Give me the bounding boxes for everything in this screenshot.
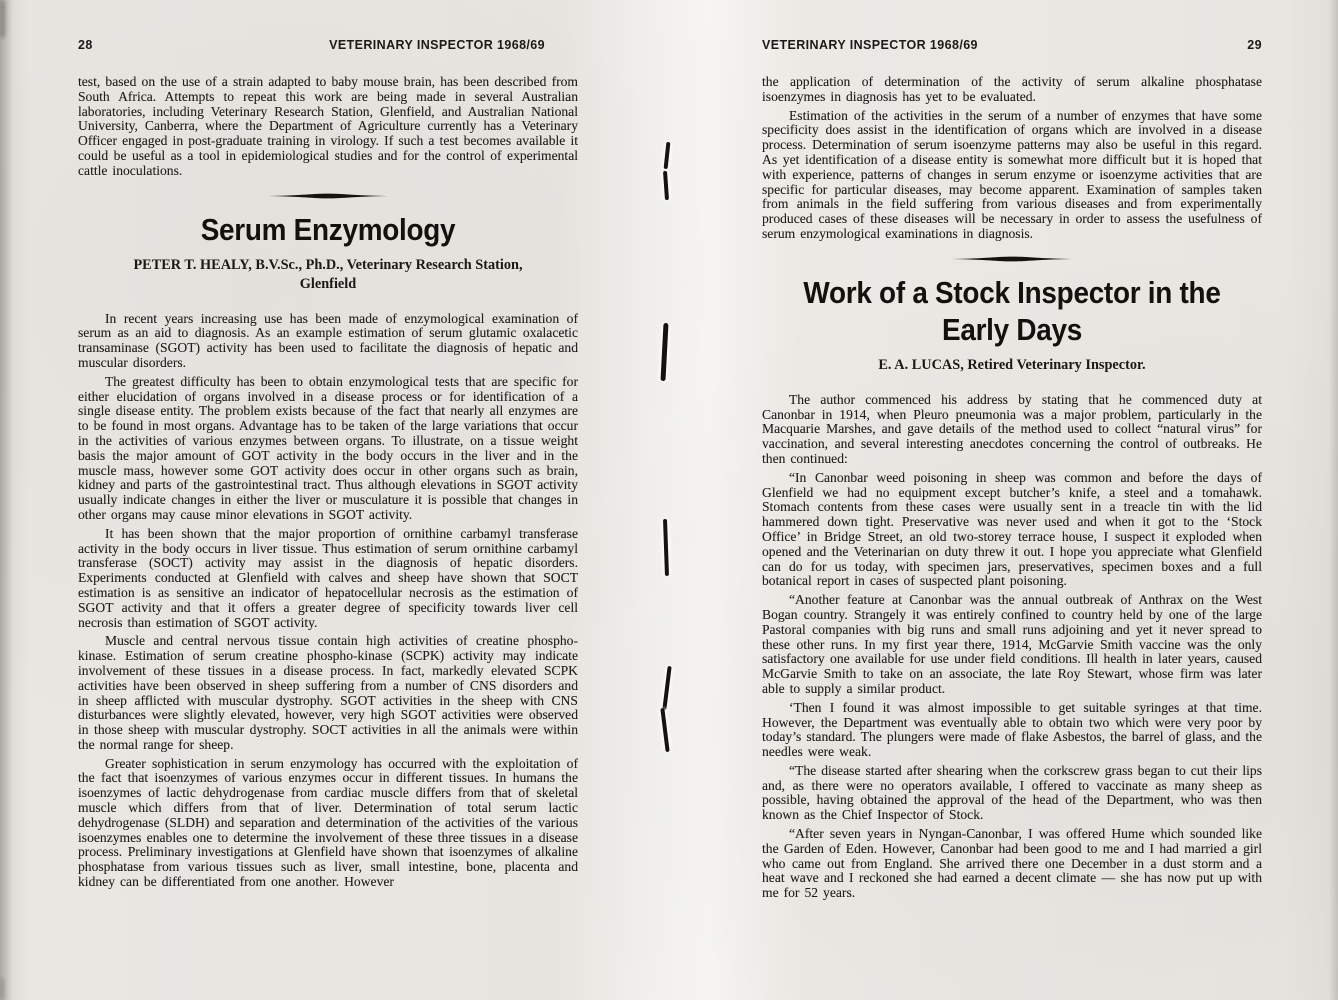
- body-paragraph: In recent years increasing use has been made of enzymological examination of serum as an aid to diagnosis. As an example estimation of serum glutamic oxalacetic transaminase (SGOT) activity has been used to facilitate the diagnosis of hepatic and muscular disorders.: [78, 310, 578, 370]
- running-title: VETERINARY INSPECTOR 1968/69: [762, 38, 978, 52]
- byline: [78, 256, 578, 294]
- body-paragraph: It has been shown that the major proportion of ornithine carbamyl transferase activity in the body occurs in liver tissue. Thus estimation of serum ornithine carbamyl transferase (SOCT) activity may assist in the diagnosis of hepatic disorders. Experiments conducted at Glenfield with calves and sheep have shown that SOCT estimation is as sensitive an indicator of hepatocellular necrosis as the estimation of SGOT activity and that it offers a greater degree of specificity towards liver cell necrosis than estimation of SGOT activity.: [78, 525, 578, 630]
- binding-stitch: [660, 323, 668, 381]
- byline-line: PETER T. HEALY, B.V.Sc., Ph.D., Veterinary Research Station,: [133, 256, 523, 273]
- page-edge-shadow-left: [0, 0, 13, 1000]
- article-title-line: Early Days: [941, 311, 1083, 347]
- binding-stitch: [663, 519, 669, 576]
- body-paragraph: “Another feature at Canonbar was the annual outbreak of Anthrax on the West Bogan country. Strangely it was entirely confined to country held by one of the large Pastoral companies with big runs and small runs adjoining and yet it never spread to these other runs. In my first year there, 1914, McGarvie Smith vaccine was the only satisfactory one available for use under field conditions. Ill health in later years, caused McGarvie Smith to take on an associate, the late Roy Stewart, whose firm was later able to supply a similar product.: [762, 592, 1262, 696]
- body-paragraph: “The disease started after shearing when the corkscrew grass began to cut their lips and, as there were no operators available, I offered to vaccinate as many sheep as possible, having obtained the approval of the head of the Department, who was then known as the Chief Inspector of Stock.: [762, 762, 1262, 823]
- byline-line: Glenfield: [299, 275, 357, 292]
- binding-stitch: [663, 171, 669, 200]
- scan-smudge: [0, 0, 5, 38]
- body-paragraph: Estimation of the activities in the serum of a number of enzymes that have some specificity does assist in the identification of organs which are involved in a disease process. Determination of serum isoenzyme patterns may also be useful in this regard. As yet identification of a disease entity is somewhat more difficult but it is hoped that with experience, patterns of changes in serum enzyme or isoenzyme activities that are specific for particular diseases, may become apparent. Examination of samples taken from animals in the field suffering from various diseases and from experimentally produced cases of these diseases will be necessary in order to assess the usefulness of serum enzymological examinations in diagnosis.: [762, 107, 1262, 241]
- binding-stitch: [664, 142, 671, 169]
- swelled-rule-divider: [268, 192, 388, 200]
- swelled-rule-divider: [952, 255, 1072, 263]
- body-paragraph: The author commenced his address by stating that he commenced duty at Canonbar in 1914, when Pleuro pneumonia was a major problem, particularly in the Macquarie Marshes, and gave details of the method used to collect “natural virus” for vaccination, and several interesting anecdotes concerning the control of outbreaks. He then continued:: [762, 391, 1262, 466]
- body-paragraph: the application of determination of the activity of serum alkaline phosphatase isoenzymes in diagnosis has yet to be evaluated.: [762, 74, 1262, 104]
- binding-stitch: [662, 666, 671, 710]
- body-paragraph: “After seven years in Nyngan-Canonbar, I was offered Hume which sounded like the Garden of Eden. However, Canonbar had been good to me and I had married a girl who came out from England. She arrived there one December in a dust storm and a heat wave and I reckoned she had earned a decent climate — she has now put up with me for 52 years.: [762, 826, 1262, 901]
- binding-stitch: [660, 708, 669, 752]
- article-title: Serum Enzymology: [200, 211, 456, 247]
- body-paragraph: The greatest difficulty has been to obtain enzymological tests that are specific for either elucidation of organs involved in a disease process or for identification of a single disease entity. The problem exists because of the fact that nearly all enzymes are to be found in most organs. Advantage has to be taken of the large variations that occur in the activities of various enzymes between organs. To illustrate, on a tissue weight basis the major amount of GOT activity in the body occurs in the liver and in the muscle mass, however some GOT activity does occur in other organs such as brain, kidney and parts of the gastrointestinal tract. Thus although elevations in SGOT activity usually indicate changes in either the liver or musculature it is possible that changes in other organs may cause minor elevations in SGOT activity.: [78, 373, 578, 522]
- left-page: [78, 38, 578, 894]
- right-page: [762, 38, 1262, 905]
- scan-smudge: [0, 978, 4, 1000]
- page-number: 28: [78, 38, 93, 52]
- body-paragraph: ‘Then I found it was almost impossible to get suitable syringes at that time. However, the Department was eventually able to obtain two which were very poor by today’s standard. The plungers were made of flake Asbestos, the barrel of glass, and the needles were weak.: [762, 699, 1262, 760]
- article-title: [787, 274, 1237, 348]
- body-paragraph: Muscle and central nervous tissue contain high activities of creatine phospho-kinase. Estimation of serum creatine phospho-kinase (SCPK) activity may indicate involvement of these tissues in a disease process. In fact, markedly elevated SCPK activities have been observed in sheep suffering from a number of CNS disorders and in sheep afflicted with muscular dystrophy. SGOT activities in the sheep with CNS disturbances were slightly elevated, however, very high SGOT activities were observed in those sheep with muscular dystrophy. SOCT activities in all the animals were within the normal range for sheep.: [78, 633, 578, 752]
- left-page-header: [78, 38, 578, 52]
- page-edge-shadow-right: [1329, 0, 1338, 1000]
- running-title: VETERINARY INSPECTOR 1968/69: [329, 38, 545, 52]
- right-page-header: [762, 38, 1262, 52]
- body-paragraph: “In Canonbar weed poisoning in sheep was common and before the days of Glenfield we had no equipment except butcher’s knife, a steel and a tomahawk. Stomach contents from these cases were usually sent in a treacle tin with the lid hammered down tight. Preservative was never used and when it got to the ‘Stock Office’ in Bridge Street, an old two-storey terrace house, I suspect it exploded when opened and the Veterinarian on duty threw it out. I hope you appreciate what Glenfield can do for us today, with specimen jars, preservatives, specimen boxes and a full botanical report in cases of suspected plant poisoning.: [762, 469, 1262, 589]
- byline: E. A. LUCAS, Retired Veterinary Inspector.: [878, 356, 1146, 373]
- page-number: 29: [1247, 38, 1262, 52]
- body-paragraph: Greater sophistication in serum enzymology has occurred with the exploitation of the fact that isoenzymes of various enzymes occur in different tissues. In humans the isoenzymes of lactic dehydrogenase from cardiac muscle differs from that of skeletal muscle which differs from that of liver. Determination of total serum lactic dehydrogenase (SLDH) and separation and determination of the activities of the various isoenzymes enables one to determine the involvement of these three tissues in a disease process. Preliminary investigations at Glenfield have shown that isoenzymes of alkaline phosphatase from various tissues such as liver, small intestine, bone, placenta and kidney can be differentiated from one another. However: [78, 755, 578, 890]
- body-paragraph: test, based on the use of a strain adapted to baby mouse brain, has been described from South Africa. Attempts to repeat this work are being made in several Australian laboratories, including Veterinary Research Station, Glenfield, and Australian National University, Canberra, where the Department of Agriculture currently has a Veterinary Officer engaged in post-graduate training in virology. If such a test becomes available it could be useful as a tool in epidemiological studies and for the control of experimental cattle inoculations.: [78, 74, 578, 178]
- article-title-line: Work of a Stock Inspector in the: [803, 274, 1221, 310]
